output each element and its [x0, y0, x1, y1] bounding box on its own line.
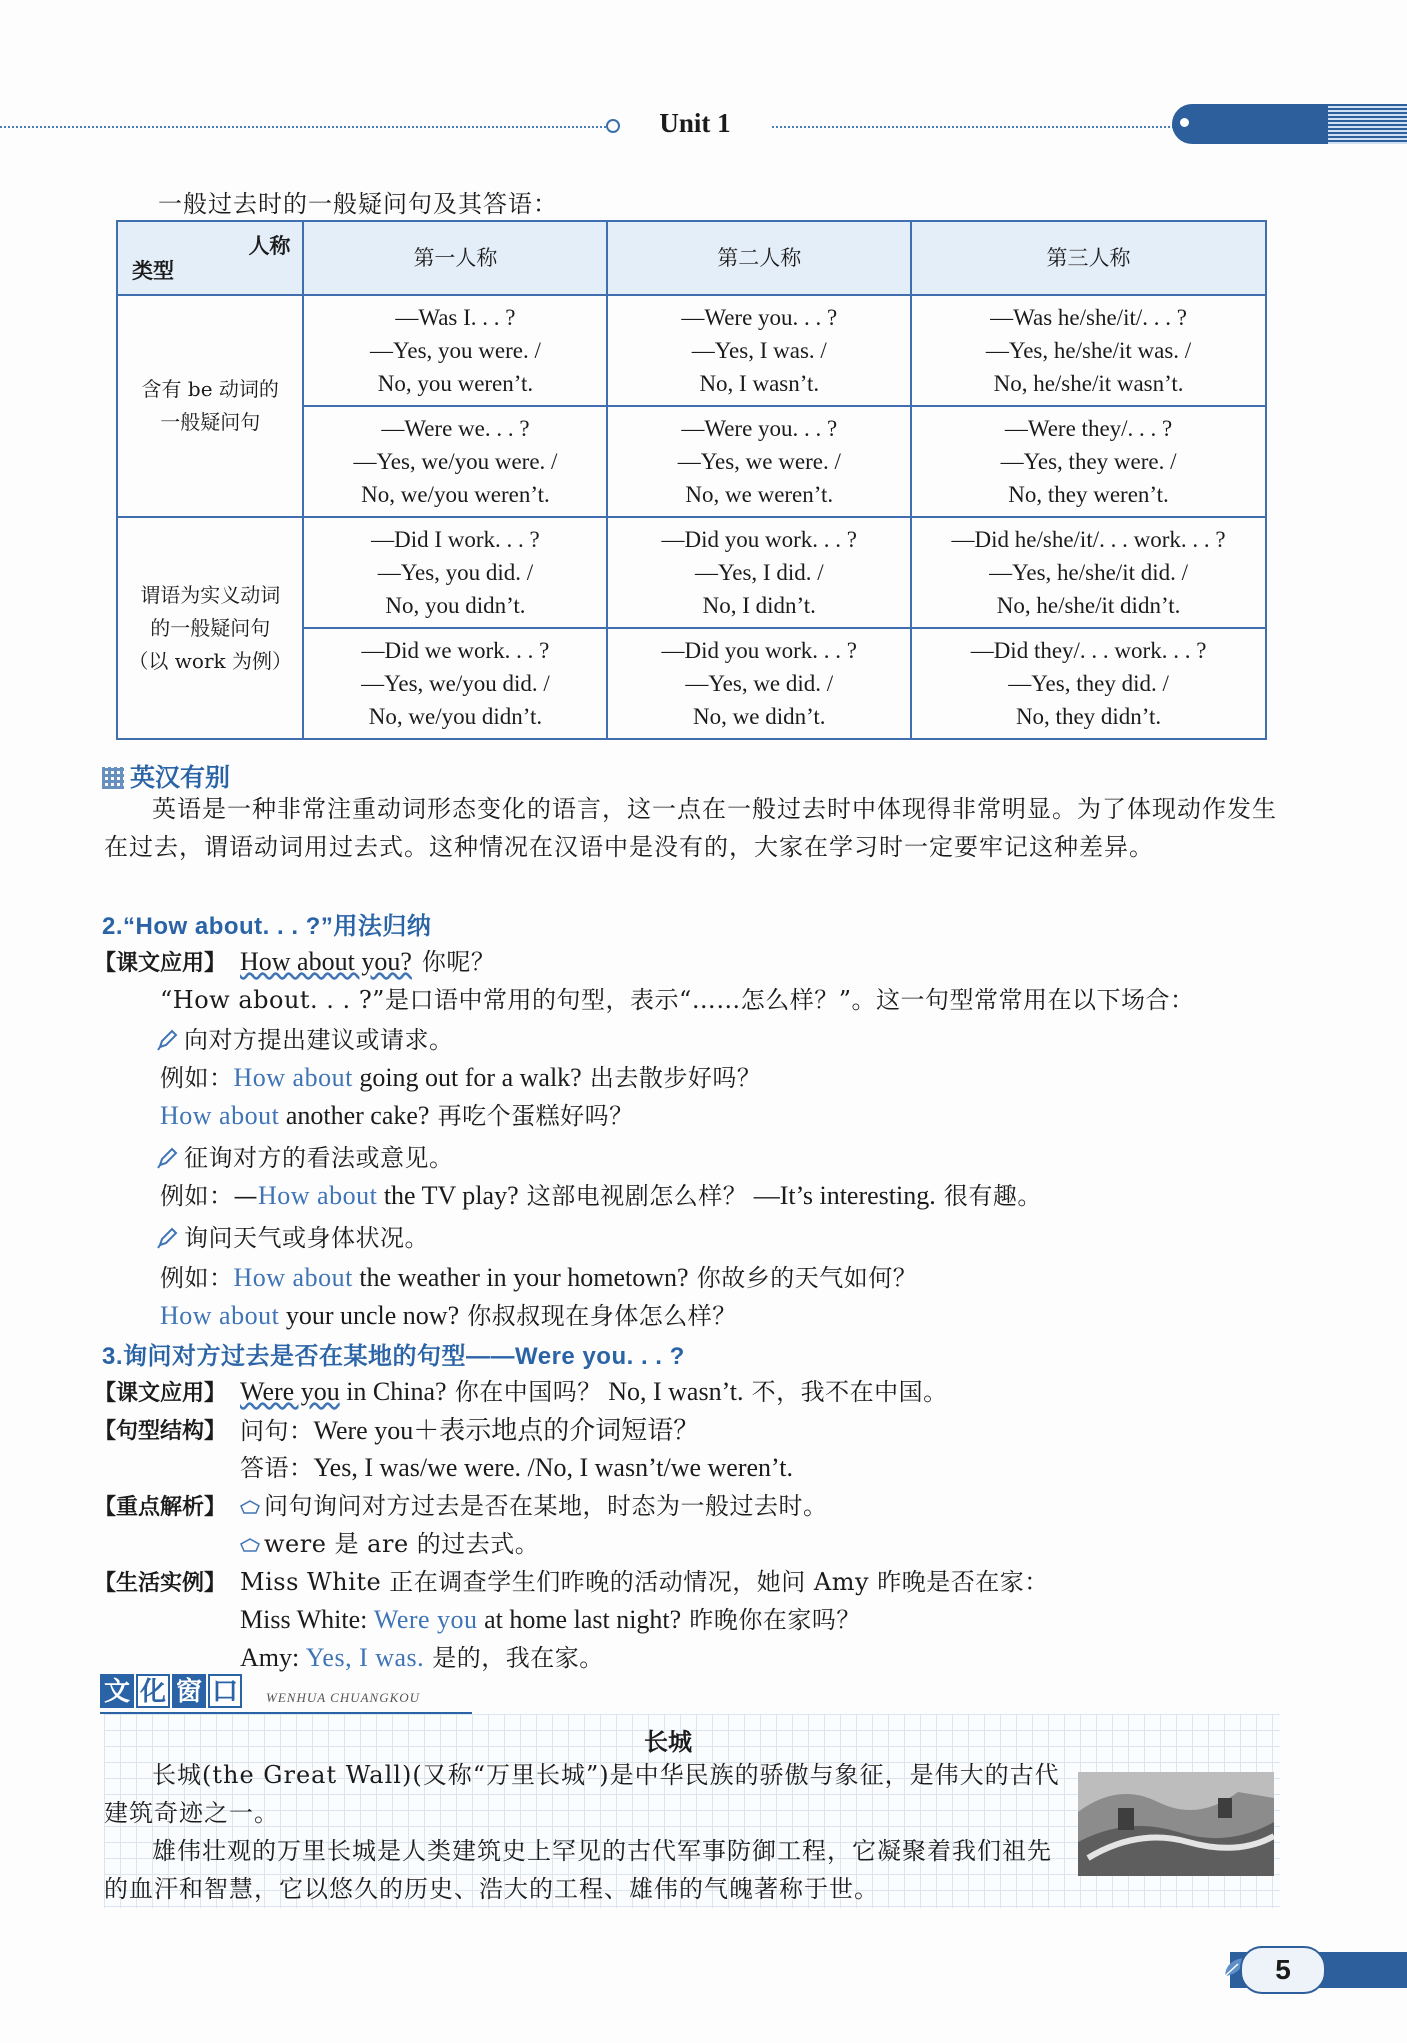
highlight-phrase: Were you: [373, 1605, 478, 1634]
col-header-first-person: 第一人称: [303, 221, 607, 295]
cell-line: —Yes, they were. /: [1000, 449, 1177, 474]
section2-title-en: “How about. . . ?”: [123, 913, 334, 940]
yinghan-title: 英汉有别: [130, 764, 231, 792]
cell-line: No, they didn’t.: [1015, 704, 1162, 729]
cell-line: —Did you work. . . ?: [661, 638, 858, 663]
example-en: No, I wasn’t.: [601, 1377, 744, 1406]
cell-line: —Were we. . . ?: [381, 416, 530, 441]
highlight-phrase: How about: [160, 1301, 280, 1330]
cell-line: No, you didn’t.: [385, 593, 526, 618]
example-cn: 你在中国吗？: [446, 1378, 602, 1406]
cell-line: No, we didn’t.: [693, 704, 826, 729]
example-prefix: 例如：: [160, 1264, 234, 1292]
tag-text-application: 【课文应用】: [94, 1380, 227, 1405]
section3-number: 3.: [102, 1343, 124, 1370]
cell-line: —Yes, I was. /: [691, 338, 827, 363]
great-wall-photo: [1078, 1772, 1274, 1876]
example-en: your uncle now?: [279, 1301, 460, 1330]
row-header-line: 谓语为实义动词: [140, 582, 281, 607]
speaker: Miss White:: [240, 1605, 374, 1634]
example-cn: 你叔叔现在身体怎么样？: [459, 1302, 737, 1330]
key-point-2: [240, 1524, 539, 1559]
section3-application: [240, 1372, 948, 1407]
speaker: Amy:: [240, 1643, 306, 1672]
highlight-phrase: Yes, I was.: [305, 1643, 425, 1672]
tag-text-application: 【课文应用】: [94, 950, 227, 975]
pencil-icon: [156, 1029, 178, 1051]
table-cell: [303, 517, 607, 628]
cell-line: —Yes, you were. /: [370, 338, 541, 363]
cell-line: —Yes, we did. /: [685, 671, 834, 696]
cell-line: —Yes, he/she/it did. /: [989, 560, 1189, 585]
table-cell: [303, 628, 607, 739]
grid-square-icon: [102, 767, 124, 789]
use3-example-2: [160, 1296, 737, 1331]
culture-paragraph-2: 雄伟壮观的万里长城是人类建筑史上罕见的古代军事防御工程，它凝聚着我们祖先的血汗和智慧，它以悠久的历史、浩大的工程、雄伟的气魄著称于世。: [104, 1837, 1052, 1903]
row-header-line: 一般疑问句: [160, 410, 261, 434]
structure-label: 问句：: [240, 1417, 314, 1445]
tag-sentence-structure: 【句型结构】: [94, 1418, 227, 1443]
cell-line: —Did he/she/it/. . . work. . . ?: [951, 527, 1226, 552]
structure-question: [240, 1410, 699, 1447]
unit-title: Unit 1: [620, 108, 770, 139]
example-cn: 你故乡的天气如何？: [688, 1264, 918, 1292]
intro-text: 一般过去时的一般疑问句及其答语：: [158, 190, 558, 218]
cell-line: No, he/she/it didn’t.: [996, 593, 1181, 618]
pencil-icon: [156, 1227, 178, 1249]
cell-line: —Did we work. . . ?: [361, 638, 550, 663]
example-cn: 很有趣。: [935, 1182, 1042, 1210]
example-en: —It’s interesting.: [747, 1181, 936, 1210]
culture-char: 文: [100, 1674, 134, 1708]
example-en: at home last night?: [477, 1605, 682, 1634]
life-example-3: [240, 1638, 604, 1673]
corner-person-label: 人称: [248, 235, 291, 258]
section2-title-cn: 用法归纳: [333, 913, 432, 940]
section3-title-en: Were you. . . ?: [515, 1343, 685, 1370]
culture-subtitle: WENHUA CHUANGKOU: [266, 1690, 421, 1705]
cell-line: No, I didn’t.: [702, 593, 816, 618]
grammar-table: [116, 220, 1267, 740]
culture-window-header: [100, 1674, 244, 1712]
example-en: the TV play?: [377, 1181, 519, 1210]
life-example-2: [240, 1600, 861, 1635]
use3-example-1: [160, 1258, 917, 1293]
cell-line: —Yes, we/you were. /: [353, 449, 558, 474]
cell-line: No, we weren’t.: [685, 482, 834, 507]
use1-example-2: [160, 1096, 634, 1131]
example-prefix: 例如：—: [160, 1182, 258, 1210]
table-corner: [117, 221, 303, 295]
table-cell: [607, 295, 911, 406]
use-title-text: 征询对方的看法或意见。: [184, 1144, 454, 1172]
cell-line: —Were you. . . ?: [681, 416, 838, 441]
table-cell: [607, 628, 911, 739]
use-title-2: [156, 1138, 454, 1173]
example-cn: 不，我不在中国。: [743, 1378, 948, 1406]
table-cell: [303, 295, 607, 406]
example-en: going out for a walk?: [352, 1063, 582, 1092]
yinghan-header: [102, 758, 230, 794]
cell-line: —Yes, he/she/it was. /: [985, 338, 1192, 363]
row-header-line: 的一般疑问句: [150, 615, 271, 640]
table-row: [117, 517, 1266, 628]
example-cn: 是的，我在家。: [424, 1644, 604, 1672]
example-cn: 出去散步好吗？: [581, 1064, 762, 1092]
header-stripes: [1328, 104, 1407, 144]
cell-line: No, I wasn’t.: [699, 371, 820, 396]
culture-char: 口: [208, 1674, 242, 1708]
use2-example-1: [160, 1176, 1042, 1211]
tag-key-analysis: 【重点解析】: [94, 1494, 227, 1519]
table-cell: [911, 517, 1266, 628]
example-en: the weather in your hometown?: [352, 1263, 689, 1292]
section2-heading: [102, 906, 431, 941]
section3-heading: [102, 1336, 685, 1371]
cell-line: —Yes, you did. /: [377, 560, 534, 585]
highlight-phrase: How about: [160, 1101, 280, 1130]
section3-title-cn: 询问对方过去是否在某地的句型——: [123, 1343, 516, 1370]
culture-char: 化: [136, 1674, 170, 1708]
col-header-second-person: 第二人称: [607, 221, 911, 295]
example-en: Were you: [240, 1377, 340, 1406]
table-row: [117, 295, 1266, 406]
cell-line: —Did you work. . . ?: [661, 527, 858, 552]
cell-line: —Were you. . . ?: [681, 305, 838, 330]
table-header-row: [117, 221, 1266, 295]
key-point-text: 问句询问对方过去是否在某地，时态为一般过去时。: [264, 1492, 828, 1520]
section2-desc: “How about. . . ?”是口语中常用的句型，表示“……怎么样？”。这一句型常常用在以下场合：: [160, 986, 1195, 1014]
structure-text: Yes, I was/we were. /No, I wasn’t/we weren’t.: [313, 1453, 793, 1482]
example-prefix: 例如：: [160, 1064, 234, 1092]
pentagon-bullet-icon: [240, 1538, 260, 1552]
cell-line: No, he/she/it wasn’t.: [993, 371, 1184, 396]
cell-line: —Yes, we were. /: [677, 449, 841, 474]
use1-example-1: [160, 1058, 761, 1093]
cell-line: —Was he/she/it/. . . ?: [990, 305, 1187, 330]
use-title-text: 询问天气或身体状况。: [184, 1224, 429, 1252]
highlight-phrase: How about: [233, 1263, 353, 1292]
header-tab: [1172, 104, 1328, 144]
section2-number: 2.: [102, 913, 124, 940]
cell-line: —Yes, they did. /: [1008, 671, 1169, 696]
use-title-1: [156, 1020, 454, 1055]
col-header-third-person: 第三人称: [911, 221, 1266, 295]
culture-title: 长城: [644, 1729, 692, 1756]
table-cell: [303, 406, 607, 517]
cell-line: No, we/you didn’t.: [368, 704, 543, 729]
row-header-line: （以 work 为例）: [128, 648, 292, 673]
page-number: 5: [1240, 1946, 1326, 1994]
cell-line: —Did they/. . . work. . . ?: [970, 638, 1207, 663]
highlight-phrase: How about: [258, 1181, 378, 1210]
tag-life-example: 【生活实例】: [94, 1570, 227, 1595]
section2-example: [240, 942, 495, 977]
cell-line: No, you weren’t.: [377, 371, 534, 396]
pentagon-bullet-icon: [240, 1500, 260, 1514]
header-tab-dot: [1180, 118, 1189, 127]
header-left-dot: [606, 119, 620, 133]
table-cell: [607, 517, 911, 628]
use-title-text: 向对方提出建议或请求。: [184, 1026, 454, 1054]
key-point-text: were 是 are 的过去式。: [264, 1530, 540, 1558]
cell-line: No, they weren’t.: [1008, 482, 1169, 507]
example-cn: 昨晚你在家吗？: [681, 1606, 861, 1634]
structure-text: Were you＋表示地点的介词短语？: [313, 1416, 700, 1445]
use-title-3: [156, 1218, 429, 1253]
structure-answer: [240, 1448, 793, 1483]
example-en: in China?: [339, 1377, 447, 1406]
example-en: How about you?: [240, 947, 412, 976]
table-cell: [607, 406, 911, 517]
example-cn: 这部电视剧怎么样？: [518, 1182, 748, 1210]
cell-line: —Yes, I did. /: [694, 560, 824, 585]
example-cn: 你呢？: [421, 948, 496, 976]
row-header-line: 含有 be 动词的: [141, 377, 279, 401]
cell-line: —Yes, we/you did. /: [361, 671, 550, 696]
table-cell: [911, 628, 1266, 739]
cell-line: —Did I work. . . ?: [371, 527, 540, 552]
table-cell: [911, 406, 1266, 517]
cell-line: No, we/you weren’t.: [361, 482, 550, 507]
row-header-be-verb: [117, 295, 303, 517]
life-example-1: Miss White 正在调查学生们昨晚的活动情况，她问 Amy 昨晚是否在家：: [240, 1568, 1049, 1596]
example-cn: 再吃个蛋糕好吗？: [429, 1102, 634, 1130]
culture-char: 窗: [172, 1674, 206, 1708]
table-cell: [911, 295, 1266, 406]
highlight-phrase: How about: [233, 1063, 353, 1092]
pencil-icon: [156, 1147, 178, 1169]
structure-label: 答语：: [240, 1454, 314, 1482]
yinghan-paragraph: 英语是一种非常注重动词形态变化的语言，这一点在一般过去时中体现得非常明显。为了体现动作发生在过去，谓语动词用过去式。这种情况在汉语中是没有的，大家在学习时一定要牢记这种差异。: [104, 795, 1277, 861]
corner-type-label: 类型: [132, 260, 174, 283]
culture-paragraph-1: 长城(the Great Wall)(又称“万里长城”)是中华民族的骄傲与象征，是伟大的古代建筑奇迹之一。: [104, 1761, 1060, 1827]
key-point-1: [240, 1486, 828, 1521]
row-header-action-verb: [117, 517, 303, 739]
cell-line: —Was I. . . ?: [395, 305, 516, 330]
example-en: another cake?: [279, 1101, 430, 1130]
cell-line: —Were they/. . . ?: [1004, 416, 1173, 441]
